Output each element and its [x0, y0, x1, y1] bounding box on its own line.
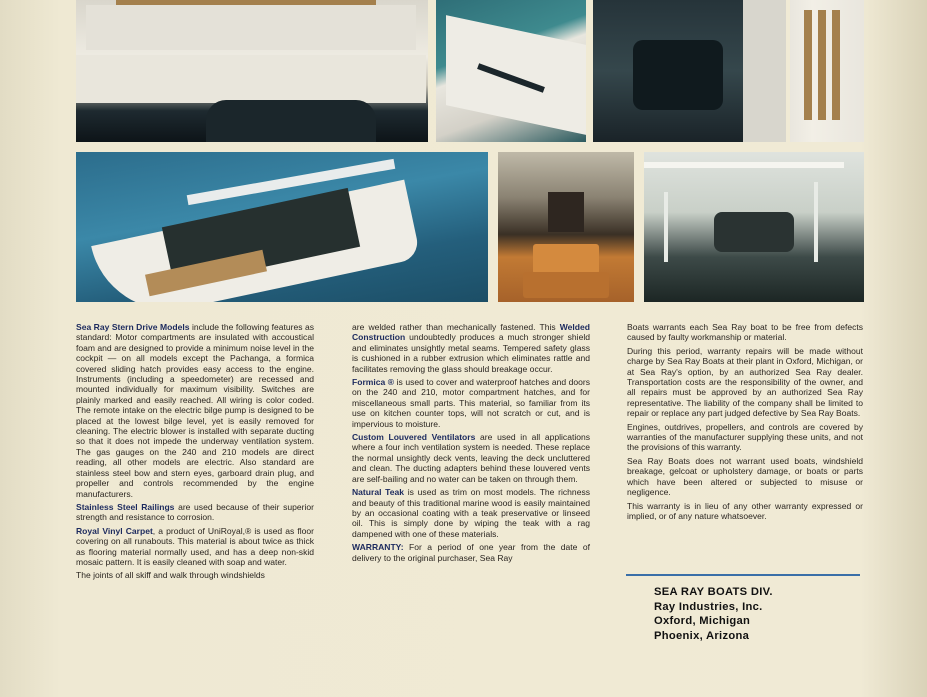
heading-vinyl-carpet: Royal Vinyl Carpet [76, 525, 153, 536]
heading-warranty: WARRANTY: [352, 542, 404, 553]
teak-trim-photo [790, 0, 864, 142]
paragraph-stainless-railings [76, 502, 314, 523]
paragraph-welded-construction [352, 322, 590, 374]
paragraph-formica [352, 377, 590, 429]
body-text: , a product of UniRoyal,® is used as floor covering on all runabouts. This material is about twice as thick as flooring material normally used, and has a deep non-skid mosaic pattern. It is easily cleaned with soap and water. [76, 525, 314, 567]
cabin-interior-photo [498, 152, 634, 302]
text-column-3 [627, 322, 863, 524]
boat-hull-stern-photo [76, 0, 428, 142]
company-signature [654, 585, 773, 643]
body-text: is used to cover and waterproof hatches and doors on the 240 and 210, motor compartment hatches, and for miscellaneous small parts. This material, so familiar from its use on kitchen counter tops, will not scratch or cut, and is impervious to moisture. [352, 377, 591, 429]
text-column-1 [76, 322, 314, 584]
body-text: are used because of their superior strength and resistance to corrosion. [76, 501, 314, 523]
paragraph-louvered-ventilators [352, 432, 590, 484]
body-text: undoubtedly produces a much stronger shield and eliminates unsightly metal seams. Tempered safety glass is cushioned in a rubber extrusion which eliminates rattle and facilitates removing the glass should breakage occur. [352, 332, 590, 374]
paragraph-warranty [352, 542, 590, 563]
paragraph-natural-teak [352, 487, 590, 539]
signature-divider [626, 574, 860, 576]
heading-formica: Formica ® [352, 377, 395, 388]
body-text: include the following features as standard: Motor compartments are insulated with accoustical foam and are designed to provide a minimum noise level in the cockpit — on all models except the Pachanga, a formica covered sliding hatch provides easy access to the engine. Instruments (including a speedometer) are recessed and mounted individually for maximum visibility. Switches are plainly marked and easily reached. All wiring is color coded. The remote intake on the electric bilge pump is designed to be placed at the lowest bilge level, yet is easily removed for cleaning. The electric blower is installed with separate ducting so that it does not impede the underway ventilation system. The gas gauges on the 240 and 210 models are direct reading, all other models are electric. Also standard are stainless steel bow and stern eyes, garboard drain plug, and propeller and controls recommended by the engine manufacturers. [76, 322, 314, 499]
heading-louvered-ventilators: Custom Louvered Ventilators [352, 432, 476, 443]
paragraph-windshield-joints [76, 570, 314, 580]
paragraph-warranty-repairs: During this period, warranty repairs will be made without charge by Sea Ray Boats at their plant in Oxford, Michigan, or at Sea Ray's option, by an authorized Sea Ray dealer. Transportation costs are the responsibility of the owner, and all repairs must be approved by an authorized Sea Ray representative. The liability of the company shall be limited to repair or replace any part judged defective by Sea Ray Boats. [627, 345, 863, 419]
engine-compartment-photo [593, 0, 786, 142]
heading-stainless-railings: Stainless Steel Railings [76, 501, 175, 512]
body-text: are welded rather than mechanically fastened. This [352, 322, 560, 332]
company-name: Ray Industries, Inc. [654, 600, 763, 613]
paragraph-warranty-exclusions: Sea Ray Boats does not warrant used boats, windshield breakage, gelcoat or upholstery damage, or boats or parts which have been altered or subjected to misuse or negligence. [627, 455, 863, 498]
paragraph-warranty-defects: Boats warrants each Sea Ray boat to be free from defects caused by faulty workmanship or material. [627, 322, 863, 343]
heading-stern-drive-models: Sea Ray Stern Drive Models [76, 322, 190, 332]
cockpit-dashboard-photo [644, 152, 864, 302]
runabout-on-water-photo [76, 152, 488, 302]
body-text: The joints of all skiff and walk through windshields [76, 570, 265, 581]
company-location-phoenix: Phoenix, Arizona [654, 629, 750, 642]
paragraph-stern-drive-models [76, 322, 314, 499]
paragraph-vinyl-carpet [76, 526, 314, 568]
heading-welded-construction: Welded Construction [352, 322, 590, 343]
body-text: are used in all applications where a four inch ventilation system is needed. These replace the normal unsightly deck vents, leaving the deck uncluttered and clean. The ducting adapters behind these louvered vents are self-bailing and no water can be taken on through them. [352, 432, 591, 484]
company-location-oxford: Oxford, Michigan [654, 615, 751, 628]
body-text: is used as trim on most models. The richness and beauty of this traditional marine wood is easily maintained by an occasional coating with a teak preservative or linseed oil. This is simply done by wiping the teak with a rag dampened with one of these materials. [352, 487, 590, 539]
company-division: SEA RAY BOATS DIV. [654, 586, 773, 598]
paragraph-warranty-engines: Engines, outdrives, propellers, and controls are covered by warranties of the manufacturer supplying these units, and not the provisions of this warranty. [627, 421, 863, 453]
text-column-2 [352, 322, 590, 566]
paragraph-warranty-lieu: This warranty is in lieu of any other warranty expressed or implied, or of any nature whatsoever. [627, 500, 863, 521]
boat-bow-photo [436, 0, 586, 142]
heading-natural-teak: Natural Teak [352, 487, 405, 498]
body-text: For a period of one year from the date of delivery to the original purchaser, Sea Ray [352, 542, 590, 563]
